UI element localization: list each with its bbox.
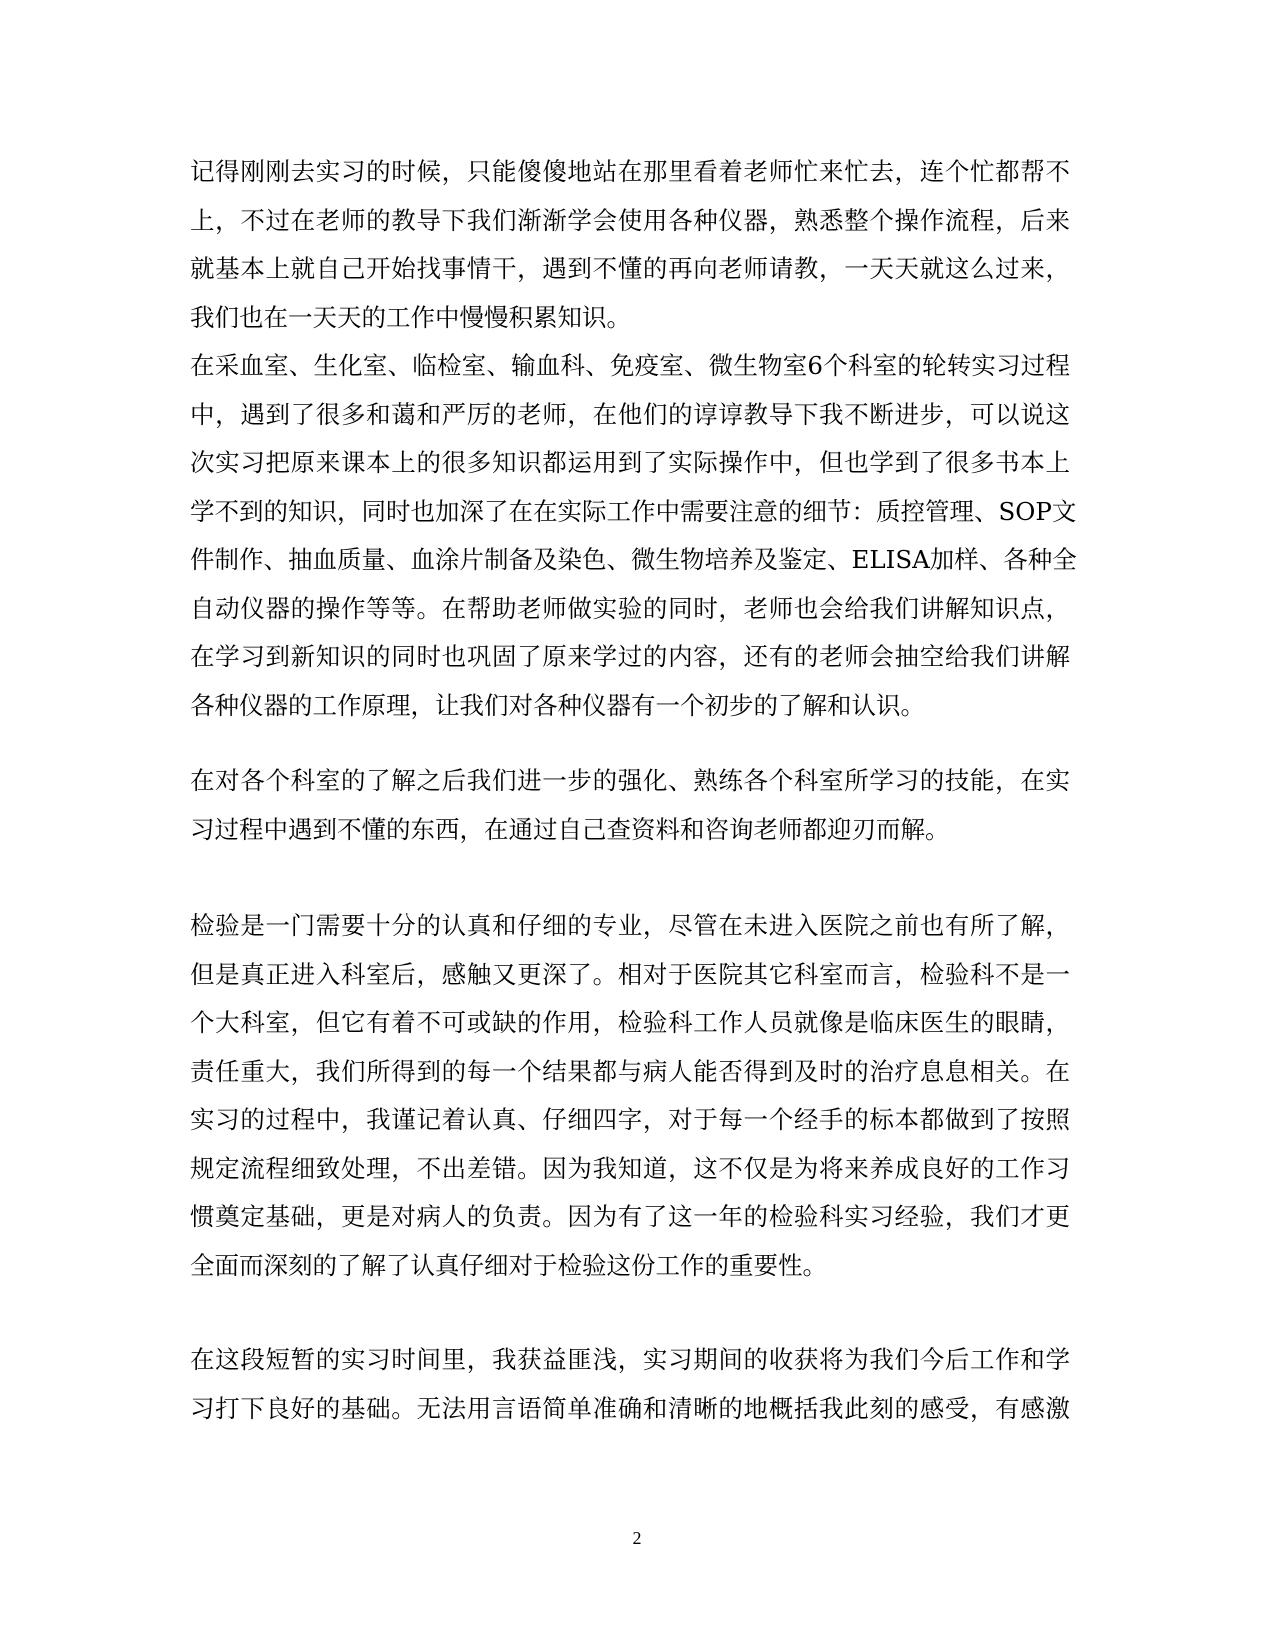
- text-line: 规定流程细致处理，不出差错。因为我知道，这不仅是为将来养成良好的工作习: [190, 1153, 1070, 1183]
- text-line: 我们也在一天天的工作中慢慢积累知识。: [190, 302, 631, 332]
- text-line: 自动仪器的操作等等。在帮助老师做实验的同时，老师也会给我们讲解知识点，: [190, 593, 1070, 623]
- text-line: 次实习把原来课本上的很多知识都运用到了实际操作中，但也学到了很多书本上: [190, 448, 1070, 477]
- text-line: 习过程中遇到不懂的东西，在通过自己查资料和咨询老师都迎刃而解。: [190, 814, 950, 844]
- page-number: 2: [632, 1528, 642, 1548]
- text-line: 上，不过在老师的教导下我们渐渐学会使用各种仪器，熟悉整个操作流程，后来: [190, 205, 1070, 235]
- text-line: 在采血室、生化室、临检室、输血科、免疫室、微生物室6个科室的轮转实习过程: [190, 351, 1070, 380]
- text-line: 在学习到新知识的同时也巩固了原来学过的内容，还有的老师会抽空给我们讲解: [190, 642, 1070, 671]
- text-line: 习打下良好的基础。无法用言语简单准确和清晰的地概括我此刻的感受，有感激: [190, 1393, 1070, 1423]
- text-line: 在对各个科室的了解之后我们进一步的强化、熟练各个科室所学习的技能，在实: [190, 766, 1070, 795]
- paragraph-4: [190, 902, 1070, 1290]
- paragraph-1: [190, 148, 1077, 730]
- text-line: 在这段短暂的实习时间里，我获益匪浅，实习期间的收获将为我们今后工作和学: [190, 1345, 1070, 1374]
- text-line: 责任重大，我们所得到的每一个结果都与病人能否得到及时的治疗息息相关。在: [190, 1056, 1070, 1086]
- text-line: 记得刚刚去实习的时候，只能傻傻地站在那里看着老师忙来忙去，连个忙都帮不: [190, 157, 1070, 186]
- text-line: 中，遇到了很多和蔼和严厉的老师，在他们的谆谆教导下我不断进步，可以说这: [190, 399, 1070, 429]
- text-line: 学不到的知识，同时也加深了在在实际工作中需要注意的细节：质控管理、SOP文: [190, 496, 1077, 526]
- text-line: 就基本上就自己开始找事情干，遇到不懂的再向老师请教，一天天就这么过来，: [190, 254, 1070, 283]
- paragraph-5: [190, 1336, 1070, 1433]
- text-line: 各种仪器的工作原理，让我们对各种仪器有一个初步的了解和认识。: [190, 690, 925, 720]
- text-line: 全面而深刻的了解了认真仔细对于检验这份工作的重要性。: [190, 1250, 827, 1280]
- text-line: 实习的过程中，我谨记着认真、仔细四字，对于每一个经手的标本都做到了按照: [190, 1105, 1070, 1134]
- text-line: 个大科室，但它有着不可或缺的作用，检验科工作人员就像是临床医生的眼睛，: [190, 1008, 1070, 1037]
- text-line: 件制作、抽血质量、血涂片制备及染色、微生物培养及鉴定、ELISA加样、各种全: [190, 545, 1077, 574]
- text-line: 惯奠定基础，更是对病人的负责。因为有了这一年的检验科实习经验，我们才更: [190, 1202, 1070, 1231]
- paragraph-3: [190, 757, 1070, 854]
- text-line: 检验是一门需要十分的认真和仔细的专业，尽管在未进入医院之前也有所了解，: [190, 911, 1070, 940]
- text-line: 但是真正进入科室后，感触又更深了。相对于医院其它科室而言，检验科不是一: [190, 959, 1070, 989]
